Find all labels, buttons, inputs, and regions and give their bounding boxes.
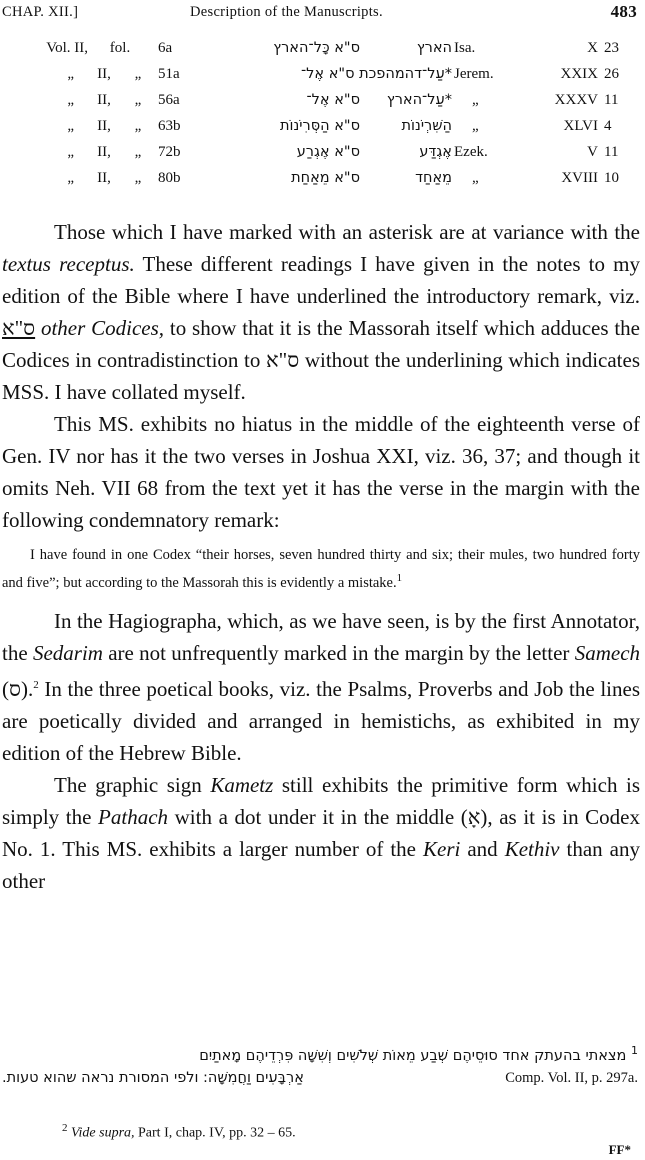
footnote-2: [62, 1122, 296, 1142]
text-run: In the three poetical books, viz. the Psalms, Proverbs and Job the lines are poetically divided and arranged in hemistichs, as exhibited in my edition of the Hebrew Bible.: [2, 676, 640, 765]
paragraph-hiatus: This MS. exhibits no hiatus in the middle of the eighteenth verse of Gen. IV nor has it the two verses in Joshua XXI, viz. 36, 37; and though it omits Neh. VII 68 from the text yet it has the verse in the margin with the following condemnatory remark:: [2, 412, 640, 532]
emphasis: Kametz: [210, 772, 274, 797]
page-number: 483: [610, 2, 637, 21]
text-run: and: [460, 836, 505, 861]
book: „: [472, 170, 479, 186]
volume-number: II,: [97, 170, 111, 186]
footnote-1-reference: Comp. Vol. II, p. 297a.: [505, 1070, 638, 1086]
text-run: to show that it is the Massorah itself which adduces the Codices in contradistinction to: [2, 316, 641, 372]
text-run: These different readings I have given in the notes to my edition of the Bible where I have underlined the introductory remark, viz.: [2, 252, 640, 308]
variant-readings-table: [0, 40, 645, 196]
text-run: Those which I have marked with an asterisk are at variance with the: [54, 220, 640, 244]
text-run: are not unfrequently marked in the margin by the letter: [102, 640, 575, 665]
chapter: XLVI: [563, 118, 598, 134]
volume-number: II,: [97, 92, 111, 108]
book: Jerem.: [454, 66, 494, 82]
folio: 63b: [158, 118, 181, 134]
folio: 6a: [158, 40, 173, 56]
hebrew-variant: ס"א כָּל־הארץ: [273, 40, 360, 56]
chapter: XXIX: [560, 66, 598, 82]
folio: 80b: [158, 170, 181, 186]
verse: 4: [604, 118, 612, 134]
emphasis: Keri: [423, 836, 461, 861]
hebrew-text: אֶגְדַּע: [419, 144, 452, 160]
emphasis: Vide supra,: [71, 1125, 135, 1141]
verse: 26: [604, 66, 619, 82]
volume: Vol. II,: [46, 40, 88, 56]
text-run: still exhibits the primitive form which is simply the: [2, 772, 641, 829]
text-run: (ס).: [2, 676, 34, 701]
text-run: with a dot under it in the middle (אָ), as it is in Codex No. 1. This MS. exhibits a larger number of the: [2, 804, 640, 861]
hebrew-variant: ס"א מֵאַחַת: [291, 170, 360, 186]
hebrew-variant: ס"א אֶגְרַע: [296, 144, 360, 160]
running-title: Description of the Manuscripts.: [190, 4, 383, 20]
book: Ezek.: [454, 144, 488, 160]
hebrew-text: *עַל־הארץ: [386, 92, 452, 108]
footnote-1-hebrew-cont: אַרְבָּעִים וַחֲמִשָּׁה: ולפי המסורת נראה שהוא טעות.: [2, 1070, 304, 1086]
book: „: [472, 92, 479, 108]
emphasis: Samech: [574, 640, 641, 665]
paragraph-asterisk: [2, 216, 640, 408]
emphasis: Sedarim: [32, 640, 103, 665]
verse: 10: [604, 170, 619, 186]
variant-row: [0, 144, 645, 170]
hebrew-abbrev: ס"א: [266, 348, 300, 372]
hebrew-text: הארץ: [416, 40, 452, 56]
paragraph-kametz: [2, 769, 640, 897]
hebrew-text: הַשִּׁרְיֹנוֹת: [401, 118, 452, 134]
footnote-number: 2: [62, 1122, 68, 1134]
variant-row: [0, 40, 645, 66]
hebrew-abbrev-underlined: ס"א: [2, 316, 36, 340]
folio-label: „: [134, 170, 142, 186]
hebrew-text: מצאתי בהעתק אחד סוּסֵיהֶם שְׁבַע מֵאוֹת שְׁלֹשִׁים וְשִׁשָּׁה פִּרְדֵיהֶם מָאתַיִם: [199, 1047, 627, 1064]
volume-number: II,: [97, 144, 111, 160]
variant-row: [0, 66, 645, 92]
folio: 56a: [158, 92, 180, 108]
volume: „: [67, 144, 74, 160]
chapter: XXXV: [554, 92, 598, 108]
folio-label: fol.: [109, 40, 131, 56]
verse: 11: [604, 144, 619, 160]
folio-label: „: [134, 118, 142, 134]
verse: 23: [604, 40, 619, 56]
footnote-1-line-2: [2, 1070, 638, 1096]
book: „: [472, 118, 479, 134]
text-run: than any other: [2, 836, 641, 893]
footnote-1-hebrew: [199, 1044, 638, 1064]
footnote-number: 1: [631, 1044, 638, 1057]
hebrew-variant: ס"א הַסְּרִיֹנוֹת: [280, 118, 360, 134]
volume-number: II,: [97, 66, 111, 82]
emphasis: Pathach: [98, 804, 169, 829]
printer-signature: FF*: [608, 1142, 631, 1157]
emphasis: textus receptus.: [2, 252, 135, 276]
footnotes: [2, 1044, 638, 1141]
variant-row: [0, 170, 645, 196]
folio-label: „: [134, 144, 142, 160]
footnote-ref: 1: [396, 572, 403, 584]
folio-label: „: [134, 66, 142, 82]
text-run: Part I, chap. IV, pp. 32 – 65.: [134, 1125, 296, 1141]
emphasis: other Codices,: [40, 316, 165, 340]
running-header: [2, 2, 637, 24]
main-text: [2, 216, 640, 897]
volume: „: [67, 92, 74, 108]
variant-row: [0, 118, 645, 144]
text-run: In the Hagiographa, which, as we have seen, is by the first Annotator, the: [2, 608, 640, 665]
hebrew-variant: *עַל־דהמהפכת ס"א אֶל־: [300, 66, 452, 82]
chapter-label: CHAP. XII.]: [2, 4, 79, 20]
folio: 72b: [158, 144, 181, 160]
text-run: The graphic sign: [54, 772, 211, 797]
footnote-ref: 2: [33, 678, 39, 691]
volume: „: [67, 170, 74, 186]
quote-text: I have found in one Codex “their horses, seven hundred thirty and six; their mules, two hundred forty and five”; but according to the Massorah this is evidently a mistake.: [2, 547, 640, 591]
footnote-1-line-1: [2, 1044, 638, 1070]
book: Isa.: [454, 40, 476, 56]
condemnatory-remark-quote: [2, 544, 640, 595]
volume: „: [67, 66, 74, 82]
folio-label: „: [134, 92, 142, 108]
variant-row: [0, 92, 645, 118]
hebrew-variant: ס"א אֶל־: [306, 92, 360, 108]
folio: 51a: [158, 66, 180, 82]
paragraph-hagiographa: [2, 605, 640, 769]
chapter: V: [587, 144, 598, 160]
chapter: XVIII: [561, 170, 598, 186]
text-run: without the underlining which indicates MSS. I have collated myself.: [2, 348, 640, 404]
volume: „: [67, 118, 74, 134]
volume-number: II,: [97, 118, 111, 134]
verse: 11: [604, 92, 619, 108]
emphasis: Kethiv: [504, 836, 560, 861]
hebrew-text: מֵאַחַד: [415, 170, 452, 186]
chapter: X: [587, 40, 598, 56]
